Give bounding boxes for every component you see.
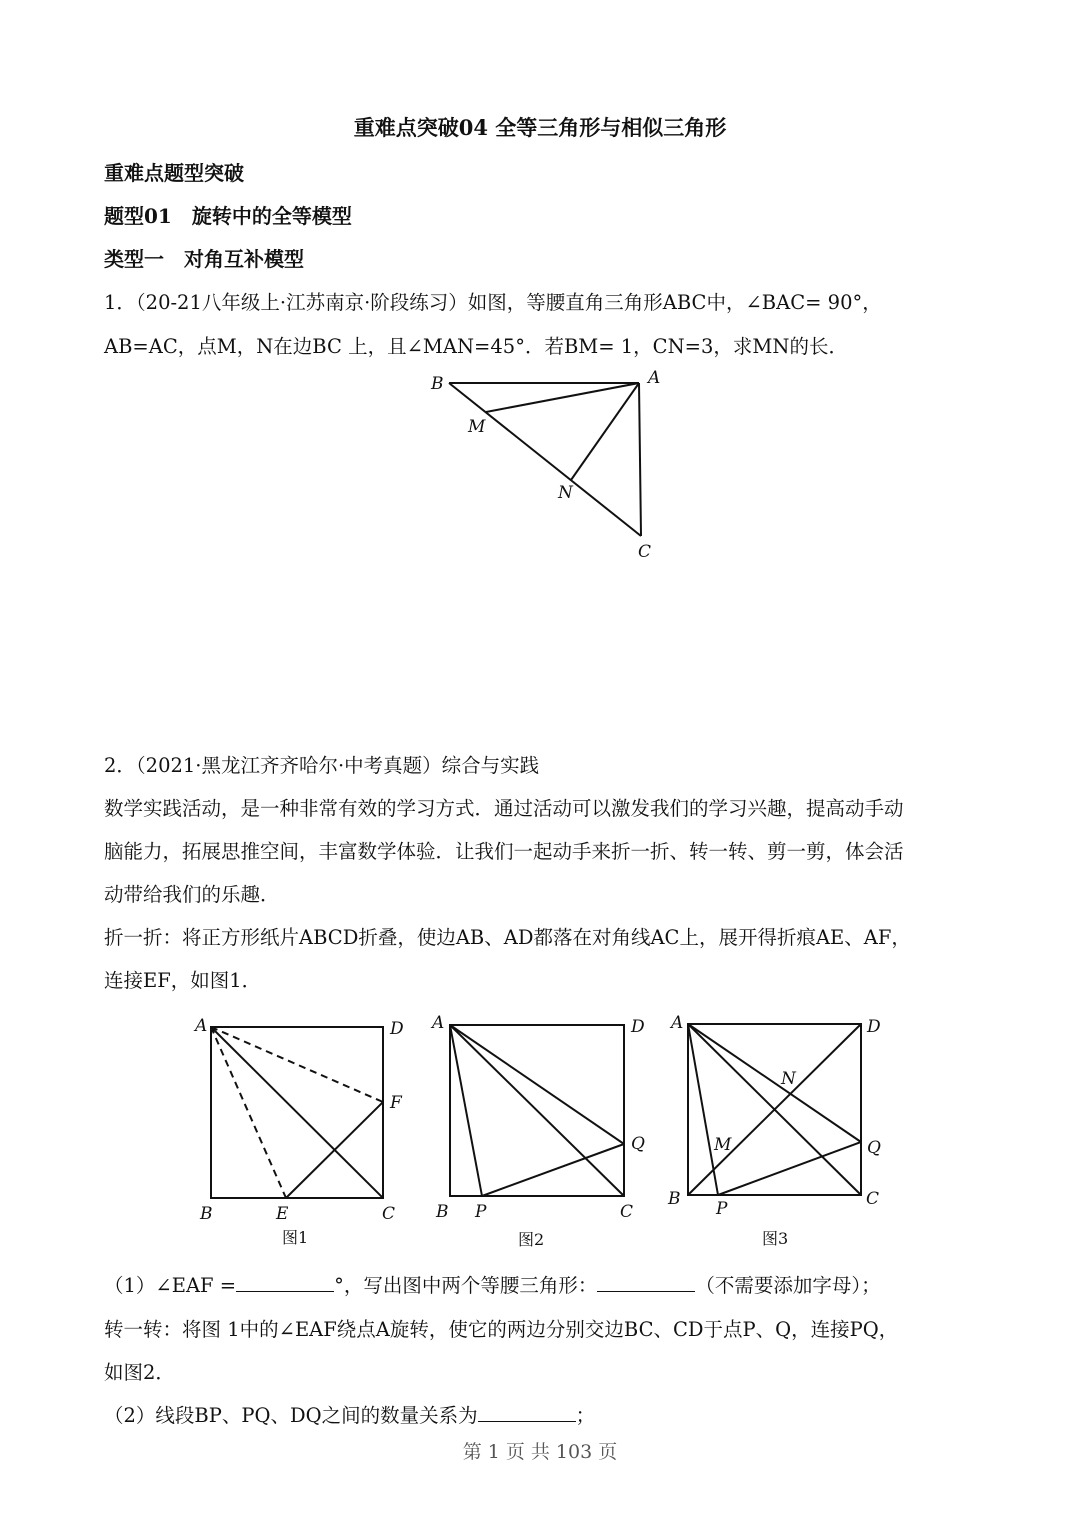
fig3-label-d: D (867, 1017, 881, 1037)
fig2-caption: 图2 (518, 1230, 545, 1249)
section-heading: 重难点题型突破 (104, 161, 244, 185)
sub1-answer-blank-1[interactable] (236, 1273, 334, 1292)
fig3-label-q: Q (867, 1138, 881, 1158)
fig1-label-c: C (382, 1204, 396, 1224)
topic-heading: 题型01 旋转中的全等模型 (104, 204, 352, 228)
fig2-label-c: C (620, 1202, 634, 1222)
fig1-label-d: D (390, 1019, 404, 1039)
label-b: B (431, 374, 444, 394)
figure-3 (667, 1013, 881, 1248)
fig2-label-b: B (436, 1202, 449, 1222)
label-c: C (638, 542, 652, 562)
document-title: 重难点突破04 全等三角形与相似三角形 (353, 115, 727, 140)
sub1-text-a: （1）∠EAF = (104, 1274, 237, 1297)
fig1-caption: 图1 (282, 1228, 309, 1247)
figure-2 (430, 1013, 645, 1249)
page-footer (0, 1437, 1080, 1464)
sub1-text-c: （不需要添加字母）； (695, 1274, 881, 1297)
fig1-label-e: E (276, 1204, 289, 1224)
q2-sub2 (104, 1400, 595, 1428)
q2-sub1 (104, 1270, 881, 1298)
sub2-answer-blank[interactable] (478, 1403, 576, 1422)
page-number: 1 (487, 1441, 500, 1463)
q2-paragraph-4: 折一折：将正方形纸片ABCD折叠，使边AB、AD都落在对角线AC上，展开得折痕AE、AF， (104, 926, 911, 949)
page-total: 103 (555, 1441, 593, 1463)
fig3-label-n: N (781, 1069, 796, 1089)
q1-line1: 1．（20-21八年级上·江苏南京·阶段练习）如图，等腰直角三角形ABC中，∠BAC= 90°， (104, 291, 882, 314)
footer-word-4: 页 (598, 1441, 618, 1463)
fig2-label-d: D (631, 1017, 645, 1037)
sub2-text-a: （2）线段BP、PQ、DQ之间的数量关系为 (104, 1404, 478, 1427)
q2-paragraph-3: 动带给我们的乐趣． (104, 883, 280, 906)
fig3-label-m: M (714, 1135, 732, 1155)
fig3-label-b: B (668, 1189, 681, 1209)
label-m: M (468, 417, 486, 437)
fig3-caption: 图3 (762, 1229, 789, 1248)
q1-line2: AB=AC，点M，N在边BC 上，且∠MAN=45°．若BM= 1，CN=3，求MN的长． (104, 335, 848, 358)
q2-paragraph-5: 连接EF，如图1． (104, 969, 262, 992)
fig3-label-c: C (866, 1189, 880, 1209)
q2-heading: 2．（2021·黑龙江齐齐哈尔·中考真题）综合与实践 (104, 754, 540, 777)
footer-word-2: 页 (505, 1441, 525, 1463)
q2-paragraph-2: 脑能力，拓展思推空间，丰富数学体验．让我们一起动手来折一折、转一转、剪一剪，体会活 (104, 840, 904, 863)
fig1-label-f: F (390, 1093, 402, 1113)
fig2-label-q: Q (631, 1134, 645, 1154)
q2-rotate-line1: 转一转：将图 1中的∠EAF绕点A旋转，使它的两边分别交边BC、CD于点P、Q，连接PQ， (104, 1318, 899, 1341)
q2-rotate-line2: 如图2． (104, 1361, 175, 1384)
q2-figures (0, 1000, 1080, 1250)
fig1-label-b: B (200, 1204, 213, 1224)
footer-word-1: 第 (462, 1441, 482, 1463)
sub1-answer-blank-2[interactable] (597, 1273, 695, 1292)
footer-word-3: 共 (530, 1441, 550, 1463)
fig2-label-a: A (432, 1013, 445, 1033)
label-a: A (648, 368, 661, 388)
fig3-label-p: P (716, 1199, 728, 1219)
sub2-text-b: ； (575, 1404, 596, 1427)
figure-1 (193, 1016, 404, 1247)
label-n: N (558, 483, 573, 503)
sub1-text-b: °，写出图中两个等腰三角形： (334, 1274, 598, 1297)
subtopic-heading: 类型一 对角互补模型 (104, 247, 304, 271)
fig1-label-a: A (195, 1016, 208, 1036)
fig2-label-p: P (475, 1202, 487, 1222)
q1-triangle-figure (0, 0, 1080, 600)
q2-paragraph-1: 数学实践活动，是一种非常有效的学习方式．通过活动可以激发我们的学习兴趣，提高动手动 (104, 797, 904, 820)
fig3-label-a: A (671, 1013, 684, 1033)
